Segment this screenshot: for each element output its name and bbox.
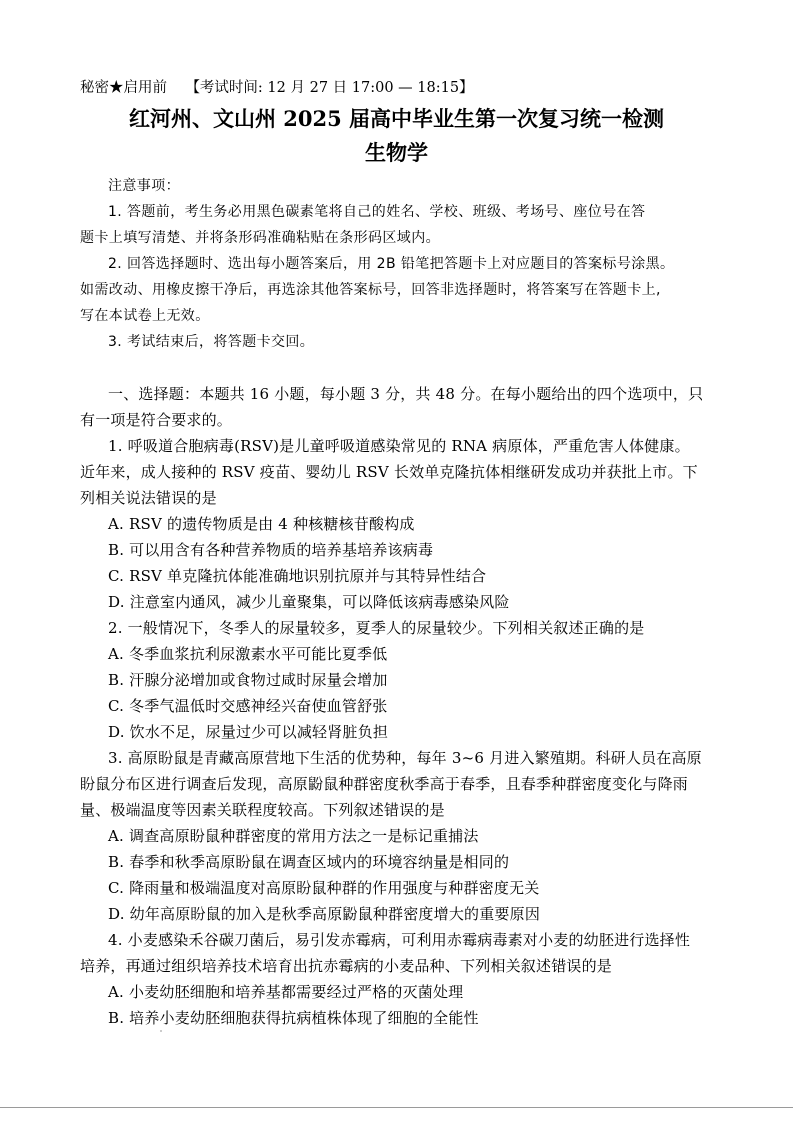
question-stem: 1. 呼吸道合胞病毒(RSV)是儿童呼吸道感染常见的 RNA 病原体，严重危害人体健康。 xyxy=(108,437,690,455)
question-option: A. 调查高原盼鼠种群密度的常用方法之一是标记重捕法 xyxy=(108,827,479,845)
question-stem: 量、极端温度等因素关联程度较高。下列叙述错误的是 xyxy=(80,801,445,819)
question-stem: 盼鼠分布区进行调查后发现，高原鼢鼠种群密度秋季高于春季，且春季种群密度变化与降雨 xyxy=(80,775,689,793)
page-bottom-rule xyxy=(0,1107,793,1108)
scan-speck xyxy=(160,1030,162,1032)
question-option: C. 降雨量和极端温度对高原盼鼠种群的作用强度与种群密度无关 xyxy=(108,879,540,897)
question-option: D. 饮水不足，尿量过少可以减轻肾脏负担 xyxy=(108,723,389,741)
notice-line: 3. 考试结束后，将答题卡交回。 xyxy=(108,334,315,350)
notice-line: 1. 答题前，考生务必用黑色碳素笔将自己的姓名、学校、班级、考场号、座位号在答 xyxy=(108,204,646,220)
notice-line: 2. 回答选择题时、选出每小题答案后，用 2B 铅笔把答题卡上对应题目的答案标号涂黑。 xyxy=(108,256,675,272)
question-stem: 培养，再通过组织培养技术培育出抗赤霉病的小麦品种、下列相关叙述错误的是 xyxy=(80,957,613,975)
question-option: C. 冬季气温低时交感神经兴奋使血管舒张 xyxy=(108,697,388,715)
question-option: B. 汗腺分泌增加或食物过咸时尿量会增加 xyxy=(108,671,388,689)
question-stem: 4. 小麦感染禾谷碳刀菌后，易引发赤霉病，可利用赤霉病毒素对小麦的幼胚进行选择性 xyxy=(108,931,691,949)
exam-time: 【考试时间: 12 月 27 日 17:00 — 18:15】 xyxy=(185,80,474,96)
exam-header xyxy=(80,78,474,98)
subject-title: 生物学 xyxy=(365,140,428,165)
question-option: A. 冬季血浆抗利尿激素水平可能比夏季低 xyxy=(108,645,388,663)
question-option: A. RSV 的遗传物质是由 4 种核糖核苷酸构成 xyxy=(108,515,415,533)
section-intro: 一、选择题：本题共 16 小题，每小题 3 分，共 48 分。在每小题给出的四个选项中，只 xyxy=(108,385,704,403)
section-intro: 有一项是符合要求的。 xyxy=(80,411,233,429)
question-option: D. 注意室内通风，减少儿童聚集，可以降低该病毒感染风险 xyxy=(108,593,510,611)
question-option: B. 培养小麦幼胚细胞获得抗病植株体现了细胞的全能性 xyxy=(108,1009,479,1027)
question-option: B. 可以用含有各种营养物质的培养基培养该病毒 xyxy=(108,541,434,559)
question-option: C. RSV 单克隆抗体能准确地识别抗原并与其特异性结合 xyxy=(108,567,487,585)
notice-line: 如需改动、用橡皮擦干净后，再选涂其他答案标号，回答非选择题时，将答案写在答题卡上, xyxy=(80,282,661,298)
question-option: B. 春季和秋季高原盼鼠在调查区域内的环境容纳量是相同的 xyxy=(108,853,510,871)
notice-line: 题卡上填写清楚、并将条形码准确粘贴在条形码区域内。 xyxy=(80,230,440,246)
question-stem: 近年来，成人接种的 RSV 疫苗、婴幼儿 RSV 长效单克隆抗体相继研发成功并获批上市。下 xyxy=(80,463,698,481)
question-stem: 3. 高原盼鼠是青藏高原营地下生活的优势种，每年 3~6 月进入繁殖期。科研人员在高原 xyxy=(108,749,702,767)
question-stem: 列相关说法错误的是 xyxy=(80,489,217,507)
question-option: A. 小麦幼胚细胞和培养基都需要经过严格的灭菌处理 xyxy=(108,983,464,1001)
secrecy-label: 秘密★启用前 xyxy=(80,80,167,96)
exam-title: 红河州、文山州 2025 届高中毕业生第一次复习统一检测 xyxy=(128,106,665,131)
notice-heading: 注意事项： xyxy=(108,178,180,194)
question-stem: 2. 一般情况下，冬季人的尿量较多，夏季人的尿量较少。下列相关叙述正确的是 xyxy=(108,619,645,637)
notice-line: 写在本试卷上无效。 xyxy=(80,308,210,324)
question-option: D. 幼年高原盼鼠的加入是秋季高原鼢鼠种群密度增大的重要原因 xyxy=(108,905,541,923)
